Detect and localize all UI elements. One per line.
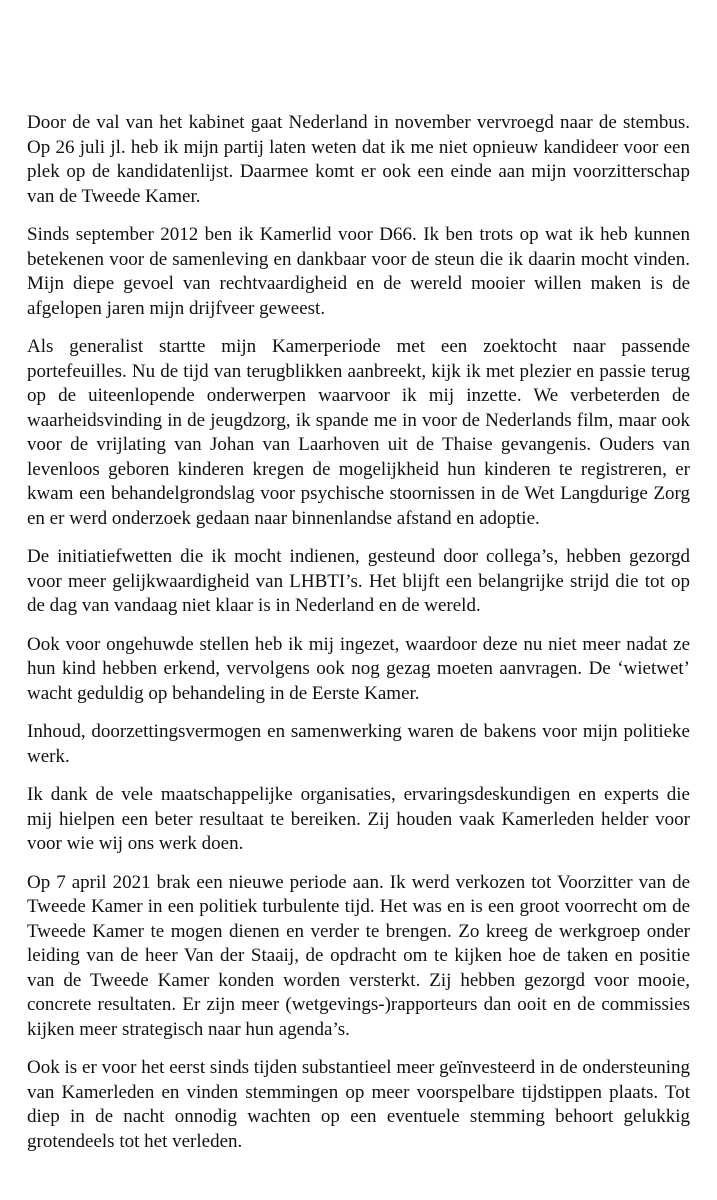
- paragraph-voorzitter: Op 7 april 2021 brak een nieuwe periode aan. Ik werd verkozen tot Voorzitter van de Tweede Kamer in een politiek turbulente tijd. Het was en is een groot voorrecht om de Tweede Kamer te mogen dienen en verder te brengen. Zo kreeg de werkgroep onder leiding van de heer Van der Staaij, de opdracht om te kijken hoe de taken en positie van de Tweede Kamer konden worden versterkt. Zij hebben gezorgd voor mooie, concrete resultaten. Er zijn meer (wetgevings-)rapporteurs dan ooit en de commissies kijken meer strategisch naar hun agenda’s.: [27, 871, 690, 1040]
- paragraph-dankwoord: Ik dank de vele maatschappelijke organisaties, ervaringsdeskundigen en experts die mij hielpen een beter resultaat te bereiken. Zij houden vaak Kamerleden helder voor voor wie wij ons werk doen.: [27, 784, 690, 854]
- paragraph-generalist: Als generalist startte mijn Kamerperiode met een zoektocht naar passende portefeuilles. Nu de tijd van terugblikken aanbreekt, kijk ik met plezier en passie terug op de uiteenlopende onderwerpen waarvoor ik mij inzette. We verbeterden de waarheidsvinding in de jeugdzorg, ik spande me in voor de Nederlands film, maar ook voor de vrijlating van Johan van Laarhoven uit de Thaise gevangenis. Ouders van levenloos geboren kinderen kregen de mogelijkheid hun kinderen te registreren, er kwam een behandelgrondslag voor psychische stoornissen in de Wet Langdurige Zorg en er werd onderzoek gedaan naar binnenlandse afstand en adoptie.: [27, 336, 690, 529]
- paragraph-ongehuwde-stellen: Ook voor ongehuwde stellen heb ik mij ingezet, waardoor deze nu niet meer nadat ze hun kind hebben erkend, vervolgens ook nog gezag moeten aanvragen. De ‘wietwet’ wacht geduldig op behandeling in de Eerste Kamer.: [27, 633, 690, 704]
- paragraph-ondersteuning: Ook is er voor het eerst sinds tijden substantieel meer geïnvesteerd in de ondersteuning van Kamerleden en vinden stemmingen op meer voorspelbare tijdstippen plaats. Tot diep in de nacht onnodig wachten op een eventuele stemming behoort gelukkig grotendeels tot het verleden.: [27, 1057, 690, 1152]
- paragraph-kamerlid-d66: Sinds september 2012 ben ik Kamerlid voor D66. Ik ben trots op wat ik heb kunnen betekenen voor de samenleving en dankbaar voor de steun die ik daarin mocht vinden. Mijn diepe gevoel van rechtvaardigheid en de wereld mooier willen maken is de afgelopen jaren mijn drijfveer geweest.: [27, 224, 690, 319]
- paragraph-bakens: Inhoud, doorzettingsvermogen en samenwerking waren de bakens voor mijn politieke werk.: [27, 721, 690, 767]
- paragraph-initiatiefwetten: De initiatiefwetten die ik mocht indienen, gesteund door collega’s, hebben gezorgd voor meer gelijkwaardigheid van LHBTI’s. Het blijft een belangrijke strijd die tot op de dag van vandaag niet klaar is in Nederland en de wereld.: [27, 546, 690, 616]
- paragraph-stembus: Door de val van het kabinet gaat Nederland in november vervroegd naar de stembus. Op 26 juli jl. heb ik mijn partij laten weten dat ik me niet opnieuw kandideer voor een plek op de kandidatenlijst. Daarmee komt er ook een einde aan mijn voorzitterschap van de Tweede Kamer.: [27, 112, 690, 207]
- document-body: [27, 111, 690, 1168]
